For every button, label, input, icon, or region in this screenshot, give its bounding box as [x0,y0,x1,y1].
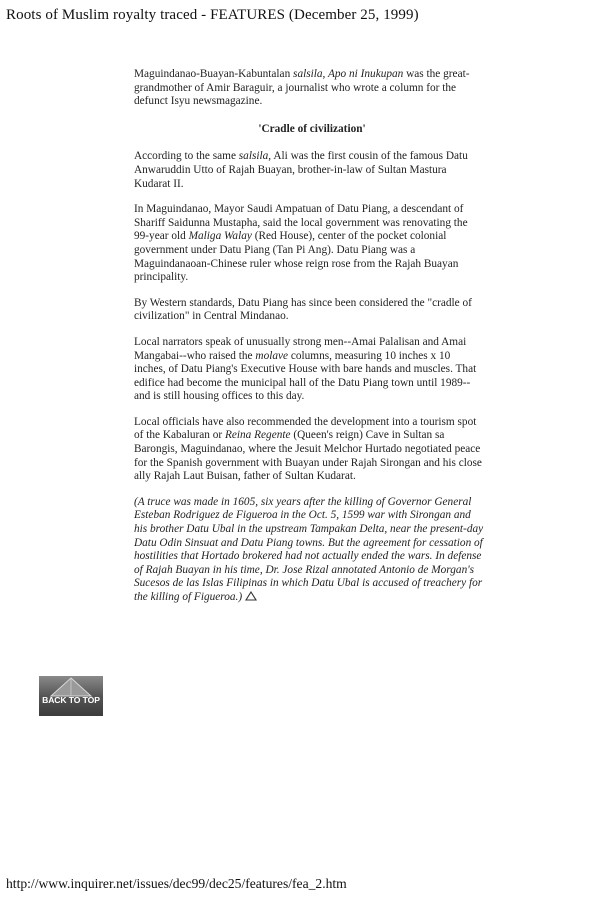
text-run: columns, measuring 10 inches x 10 inches, of Datu Piang's Executive House with bare hands and muscles. That edifice had become the municipal hall of the Datu Piang town until 1989--and is still housing offices to this day. [134,349,477,403]
text-run: In Maguindanao, Mayor Saudi Ampatuan of Datu Piang, a descendant of Shariff Saidunna Mustapha, said the local government was renovating the 99-year old [134,203,468,243]
text-run: (Red House), center of the pocket colonial government under Datu Piang (Tan Pi Ang). Datu Piang was a Maguindanaoan-Chinese ruler whose reign rose from the Rajah Buayan principality. [134,230,459,284]
note-text: (A truce was made in 1605, six years after the killing of Governor General Esteban Rodriguez de Figueroa in the Oct. 5, 1599 war with Sirongan and his brother Datu Ubal in the upstream Tampakan Delta, near the present-day Datu Odin Sinsuat and Datu Piang towns. But the agreement for cessation of hostilities that Hortado brokered had not actually ended the wars. In defense of Rajah Buayan in his time, Dr. Jose Rizal annotated Antonio de Morgan's Sucesos de las Islas Filipinas in which Datu Ubal is accused of treachery for the killing of Figueroa.) [134,495,484,603]
back-to-top-label: BACK TO TOP [42,695,100,705]
text-run-italic: Maliga Walay [188,230,252,243]
source-url[interactable]: http://www.inquirer.net/issues/dec99/dec25/features/fea_2.htm [6,876,347,891]
historical-note [134,496,484,605]
text-run-italic: salsila [238,150,269,163]
section-subhead: 'Cradle of civilization' [258,122,366,135]
article-paragraph [134,297,484,324]
text-run: By Western standards, Datu Piang has since been considered the "cradle of civilization" in Central Mindanao. [134,296,472,323]
page-header-title: Roots of Muslim royalty traced - FEATURES (December 25, 1999) [6,7,419,23]
article-paragraph [134,150,484,191]
triangle-end-mark-icon [245,591,257,601]
text-run: was the great-grandmother of Amir Baraguir, a journalist who wrote a column for the defunct Isyu newsmagazine. [134,68,470,108]
text-run: (Queen's reign) Cave in Sultan sa Barongis, Maguindanao, where the Jesuit Melchor Hurtado negotiated peace for the Spanish government with Buayan under Rajah Sirongan and his close ally Rajah Laut Buisan, father of Sultan Kudarat. [134,429,482,483]
article-paragraph [134,203,484,285]
back-to-top-button[interactable] [39,676,103,716]
text-run: Local narrators speak of unusually strong men--Amai Palalisan and Amai Mangabai--who raised the [134,335,467,362]
article-paragraph [134,416,484,484]
text-run-italic: Reina Regente [224,429,291,442]
text-run: , Ali was the first cousin of the famous Datu Anwaruddin Utto of Rajah Buayan, brother-in-law of Sultan Mastura Kudarat II. [134,150,468,190]
article-paragraph [134,336,484,404]
intro-paragraph [134,68,484,109]
text-run: Maguindanao-Buayan-Kabuntalan [134,68,294,80]
text-run: According to the same [134,150,239,163]
article-body [134,68,484,617]
text-run-italic: salsila, Apo ni Inukupan [293,68,404,80]
text-run-italic: molave [255,349,289,362]
text-run: Local officials have also recommended the development into a tourism spot of the Kabaluran or [134,415,477,442]
